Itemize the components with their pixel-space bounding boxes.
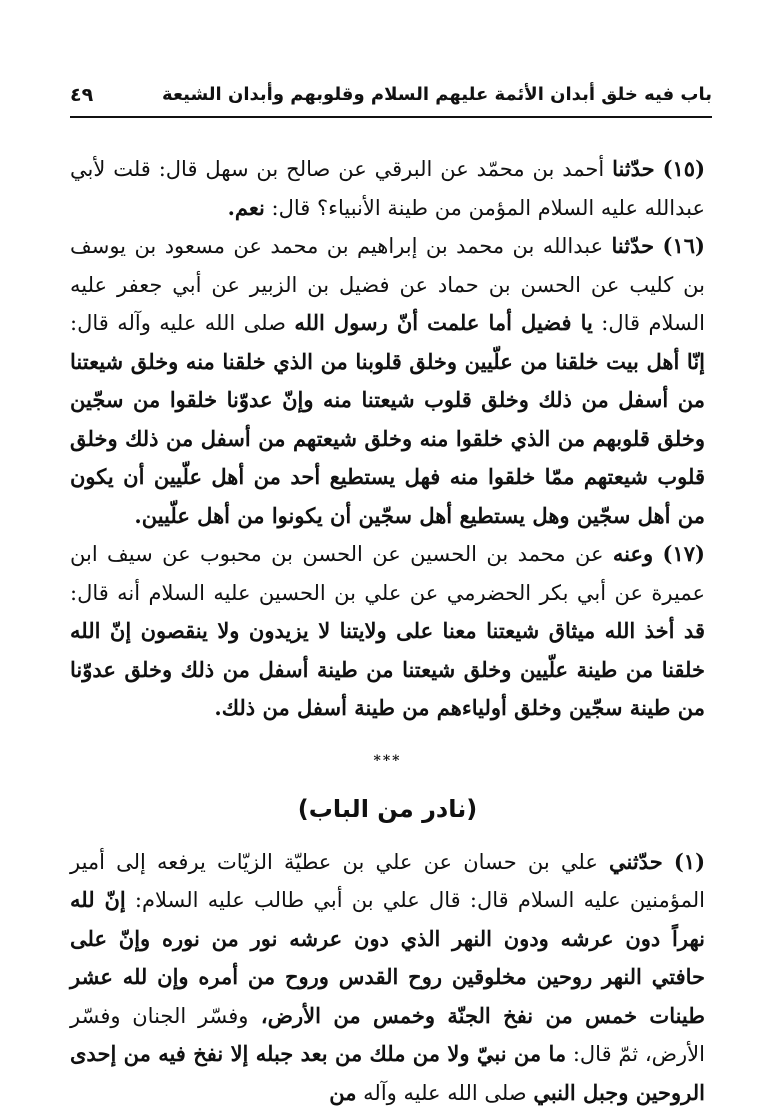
isnad-chain: علي بن حسان عن علي بن عطيّة الزيّات يرفعه إلى أمير المؤمنين عليه السلام قال: قال علي بن أبي طالب عليه السلام: bbox=[70, 849, 705, 912]
hadith-number: (١٦) bbox=[662, 233, 705, 258]
narration-lead: حدّثنا bbox=[612, 156, 655, 181]
hadith-nadir-1 bbox=[70, 843, 705, 1113]
salutation: صلى الله عليه وآله bbox=[356, 1080, 534, 1105]
isnad-chain: عبدالله بن محمد بن إبراهيم بن محمد عن مسعود بن يوسف بن كليب عن الحسن بن حماد عن فضيل بن الزبير عن أبي جعفر عليه السلام قال: bbox=[70, 234, 705, 335]
hadith-text: قد أخذ الله ميثاق شيعتنا معنا على ولايتنا لا يزيدون ولا ينقصون إنّ الله خلقنا من طينة علّيين وخلق شيعتنا من طينة أسفل من ذلك وخلق عدوّنا من طينة سجّين وخلق أولياءهم من طينة أسفل من ذلك. bbox=[70, 618, 705, 720]
section-separator: *** bbox=[373, 752, 402, 769]
hadith-text: إنّ لله نهراً دون عرشه ودون النهر الذي دون عرشه نور من نوره وإنّ على حافتي النهر روحين مخلوقين روح القدس وروح من أمره وإن لله عشر طينات خمس من نفخ الجنّة وخمس من الأرض، bbox=[70, 887, 705, 1028]
running-header bbox=[70, 82, 712, 118]
narrator-gloss: وفسّر الجنان وفسّر الأرض، ثمّ قال: bbox=[70, 1003, 705, 1066]
page-number: ٤٩ bbox=[70, 84, 94, 106]
hadith-16 bbox=[70, 227, 705, 535]
isnad-chain: عن محمد بن الحسين عن الحسن بن محبوب عن سيف ابن عميرة عن أبي بكر الحضرمي عن علي بن الحسين عليه السلام أنه قال: bbox=[70, 542, 705, 605]
qal-word: قال: bbox=[70, 311, 109, 335]
hadith-text-continued: ما من نبيّ ولا من ملك من بعد جبله إلا نفخ فيه من إحدى الروحين وجبل النبي bbox=[70, 1041, 705, 1105]
trailing-word: من bbox=[329, 1079, 357, 1105]
header-divider bbox=[70, 116, 712, 118]
isnad-chain: أحمد بن محمّد عن البرقي عن صالح بن سهل قال: قلت لأبي عبدالله عليه السلام المؤمن من طينة الأنبياء؟ قال: bbox=[70, 157, 705, 220]
hadith-number: (١) bbox=[673, 848, 705, 874]
salutation: صلى الله عليه وآله bbox=[108, 311, 295, 335]
hadith-answer: نعم. bbox=[227, 194, 265, 220]
section-heading: (نادر من الباب) bbox=[297, 795, 478, 823]
hadith-text: إنّا أهل بيت خلقنا من علّيين وخلق قلوبنا من الذي خلقنا منه وخلق شيعتنا من أسفل من ذلك وخلق قلوب شيعتنا منه وإنّ عدوّنا خلقوا من سجّين وخلق قلوبهم من الذي خلقوا منه وخلق شيعتهم من أسفل من ذلك وخلق قلوب شيعتهم ممّا خلقوا منه فهل يستطيع أحد من أهل علّيين أن يكون من أهل سجّين وهل يستطيع أهل سجّين أن يكونوا من أهل علّيين. bbox=[70, 348, 705, 528]
hadith-17 bbox=[70, 535, 705, 728]
hadith-15 bbox=[70, 150, 705, 227]
narration-lead: حدّثني bbox=[609, 848, 663, 874]
hadith-number: (١٧) bbox=[662, 541, 705, 566]
narration-lead: حدّثنا bbox=[611, 233, 655, 258]
hadith-number: (١٥) bbox=[662, 156, 705, 181]
page-body bbox=[70, 150, 705, 1112]
chapter-title: باب فيه خلق أبدان الأئمة عليهم السلام وقلوبهم وأبدان الشيعة bbox=[162, 84, 712, 105]
narration-lead: وعنه bbox=[612, 541, 654, 566]
hadith-question: يا فضيل أما علمت أنّ رسول الله bbox=[294, 310, 593, 335]
